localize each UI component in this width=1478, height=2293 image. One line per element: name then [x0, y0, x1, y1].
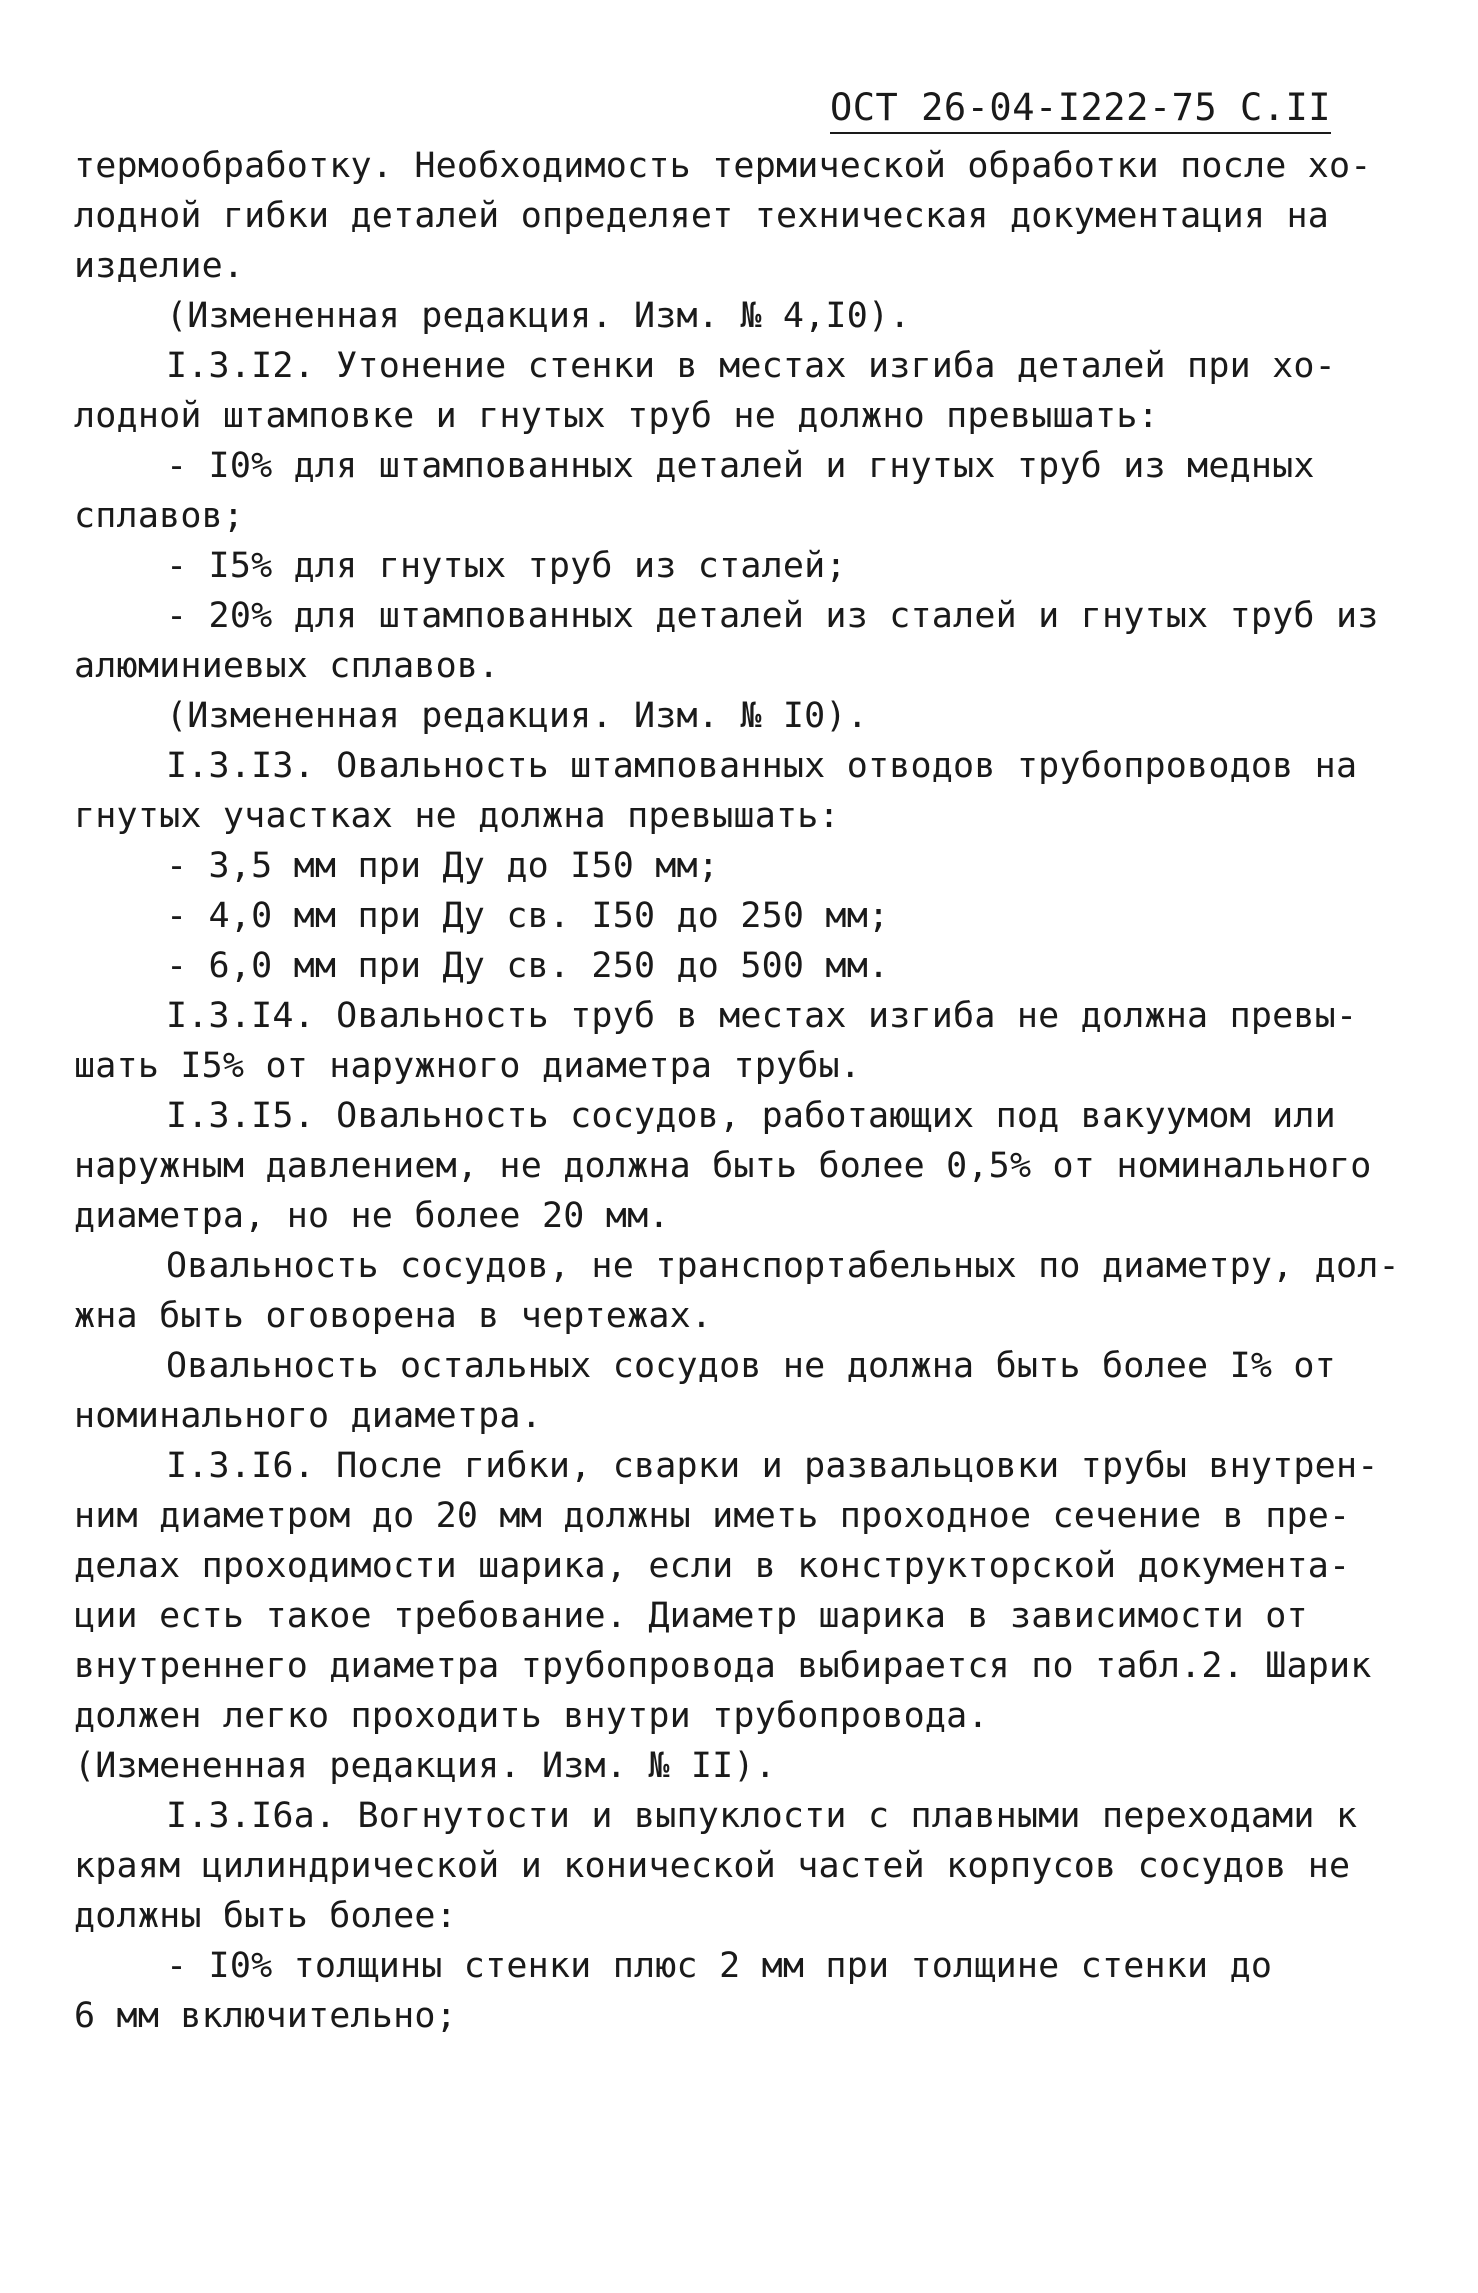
text-line: должны быть более: — [74, 1896, 457, 1936]
text-line: (Измененная редакция. Изм. № 4,I0). — [166, 296, 911, 336]
text-line: диаметра, но не более 20 мм. — [74, 1196, 670, 1236]
text-line: 6 мм включительно; — [74, 1996, 457, 2036]
text-line: номинального диаметра. — [74, 1396, 542, 1436]
page-header: ОСТ 26-04-I222-75 С.II — [830, 84, 1331, 134]
text-line: - I5% для гнутых труб из сталей; — [166, 546, 847, 586]
text-line: лодной штамповке и гнутых труб не должно превышать: — [74, 396, 1159, 436]
text-line: - I0% толщины стенки плюс 2 мм при толщине стенки до — [166, 1946, 1273, 1986]
text-line: I.3.I4. Овальность труб в местах изгиба не должна превы- — [166, 996, 1358, 1036]
text-line: изделие. — [74, 246, 245, 286]
text-line: Овальность сосудов, не транспортабельных по диаметру, дол- — [166, 1246, 1400, 1286]
text-line: Овальность остальных сосудов не должна быть более I% от — [166, 1346, 1336, 1386]
text-line: лодной гибки деталей определяет техническая документация на — [74, 196, 1330, 236]
text-line: шать I5% от наружного диаметра трубы. — [74, 1046, 862, 1086]
text-line: I.3.I3. Овальность штампованных отводов трубопроводов на — [166, 746, 1358, 786]
text-line: - 6,0 мм при Ду св. 250 до 500 мм. — [166, 946, 890, 986]
text-line: делах проходимости шарика, если в конструкторской документа- — [74, 1546, 1351, 1586]
text-line: I.3.I2. Утонение стенки в местах изгиба деталей при хо- — [166, 346, 1336, 386]
text-line: ции есть такое требование. Диаметр шарика в зависимости от — [74, 1596, 1308, 1636]
text-line: - 4,0 мм при Ду св. I50 до 250 мм; — [166, 896, 890, 936]
text-line: термообработку. Необходимость термической обработки после хо- — [74, 146, 1372, 186]
text-line: (Измененная редакция. Изм. № I0). — [166, 696, 868, 736]
text-line: внутреннего диаметра трубопровода выбирается по табл.2. Шарик — [74, 1646, 1372, 1686]
text-line: должен легко проходить внутри трубопровода. — [74, 1696, 989, 1736]
text-line: алюминиевых сплавов. — [74, 646, 500, 686]
text-line: - I0% для штампованных деталей и гнутых труб из медных — [166, 446, 1315, 486]
text-line: жна быть оговорена в чертежах. — [74, 1296, 713, 1336]
text-line: - 3,5 мм при Ду до I50 мм; — [166, 846, 720, 886]
text-line: гнутых участках не должна превышать: — [74, 796, 840, 836]
text-line: I.3.I6. После гибки, сварки и развальцовки трубы внутрен- — [166, 1446, 1379, 1486]
text-line: I.3.I6а. Вогнутости и выпуклости с плавными переходами к — [166, 1796, 1358, 1836]
text-line: - 20% для штампованных деталей из сталей и гнутых труб из — [166, 596, 1379, 636]
text-line: наружным давлением, не должна быть более 0,5% от номинального — [74, 1146, 1372, 1186]
text-line: I.3.I5. Овальность сосудов, работающих под вакуумом или — [166, 1096, 1336, 1136]
text-line: (Измененная редакция. Изм. № II). — [74, 1746, 776, 1786]
text-line: ним диаметром до 20 мм должны иметь проходное сечение в пре- — [74, 1496, 1351, 1536]
text-line: краям цилиндрической и конической частей корпусов сосудов не — [74, 1846, 1351, 1886]
text-line: сплавов; — [74, 496, 245, 536]
